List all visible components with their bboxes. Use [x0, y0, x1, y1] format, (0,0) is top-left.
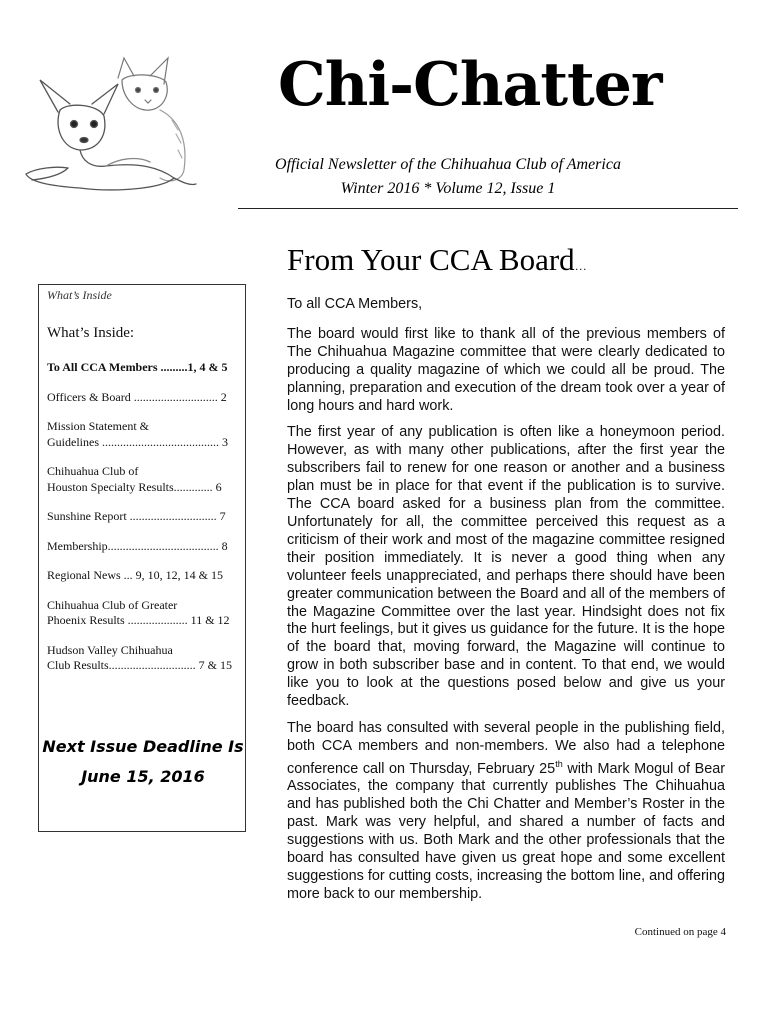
toc-item-line: Sunshine Report ............................. 7 — [47, 509, 226, 523]
paragraph-3-part-b: with Mark Mogul of Bear Associates, the company that currently publishes The Chihuahua and has published both the Chi Chatter and Member’s Roster in the past. Mark was very helpful, and shared a number of facts and suggestions with us. Both Mark and the other professionals that the board has consulted have given us great hope and some excellent suggestions for cutting costs, increasing the bottom line, and offering more back to our membership. — [287, 760, 725, 902]
article-heading-text: From Your CCA Board — [287, 242, 575, 277]
toc-item-line: Hudson Valley Chihuahua — [47, 642, 173, 657]
toc-item[interactable] — [47, 390, 239, 406]
toc-item-line-2: Phoenix Results .................... 11 & 12 — [47, 613, 230, 627]
article-paragraph-3 — [287, 720, 725, 904]
ordinal-suffix: th — [555, 758, 563, 769]
toc-item-line: Membership..................................... 8 — [47, 538, 228, 553]
masthead-divider — [238, 208, 738, 209]
toc-item-line: To All CCA Members .........1, 4 & 5 — [47, 360, 228, 374]
toc-item[interactable] — [47, 568, 239, 584]
deadline-date: June 15, 2016 — [81, 767, 205, 786]
newsletter-title: Chi-Chatter — [278, 50, 662, 120]
chihuahua-sketch-illustration — [10, 50, 200, 200]
toc-item-line-2: Guidelines ....................................... 3 — [47, 434, 228, 449]
article-salutation: To all CCA Members, — [287, 296, 423, 312]
toc-item[interactable] — [47, 539, 239, 555]
toc-item[interactable] — [47, 598, 239, 629]
article-heading-ellipsis: … — [574, 259, 587, 273]
next-issue-deadline — [39, 732, 247, 792]
toc-item[interactable] — [47, 509, 239, 525]
toc-script-label: What’s Inside — [47, 288, 112, 302]
article-paragraph-2: The first year of any publication is often like a honeymoon period. However, as with many other publications, after the first year the subscribers fail to renew for one reason or another and a business plan must be in place for that event if the publication is to survive. The CCA board asked for a business plan from the committee. Unfortunately for all, the committee perceived this request as a criticism of their work and most of the magazine committee resigned their position immediately. It is never a good thing when any volunteer feels unappreciated, and perhaps there should have been greater communication between the Board and all of the members of the Magazine Committee over the last year. Hindsight does not fix the hurt feelings, but it gives us guidance for the future. It is the hope of the board that, moving forward, the Magazine will continue to grow in both subscriber base and in content. To that end, we would like you to look at the questions posed below and give us your feedback. — [287, 424, 725, 710]
toc-item[interactable] — [47, 419, 239, 450]
toc-item-line-2: Club Results............................. 7 & 15 — [47, 658, 233, 672]
article-heading — [287, 242, 587, 278]
toc-title: What’s Inside: — [47, 325, 135, 341]
toc-item[interactable] — [47, 464, 239, 495]
toc-item-line: Officers & Board ............................ 2 — [47, 389, 227, 404]
toc-item-line: Chihuahua Club of Greater — [47, 597, 178, 612]
toc-item-line: Mission Statement & — [47, 419, 149, 433]
newsletter-subtitle: Official Newsletter of the Chihuahua Club of America — [275, 156, 621, 173]
toc-item[interactable] — [47, 643, 239, 674]
toc-item[interactable] — [47, 360, 239, 376]
toc-list — [47, 360, 239, 688]
continued-note: Continued on page 4 — [634, 926, 726, 938]
deadline-label: Next Issue Deadline Is — [42, 737, 244, 756]
toc-item-line: Regional News ... 9, 10, 12, 14 & 15 — [47, 568, 223, 582]
article-paragraph-1: The board would first like to thank all of the previous members of The Chihuahua Magazine committee that were clearly dedicated to producing a quality magazine of which we could all be proud. The planning, preparation and execution of the dream took over a year of long hours and hard work. — [287, 325, 725, 414]
toc-item-line-2: Houston Specialty Results............. 6 — [47, 479, 222, 494]
paragraph-3-part-a: The board has consulted with several people in the publishing field, both CCA members and non-members. We also had a telephone conference call on Thursday, February 25 — [287, 719, 725, 777]
table-of-contents — [38, 284, 246, 832]
toc-item-line: Chihuahua Club of — [47, 464, 139, 478]
article-body — [287, 296, 725, 913]
issue-line: Winter 2016 * Volume 12, Issue 1 — [340, 180, 556, 197]
